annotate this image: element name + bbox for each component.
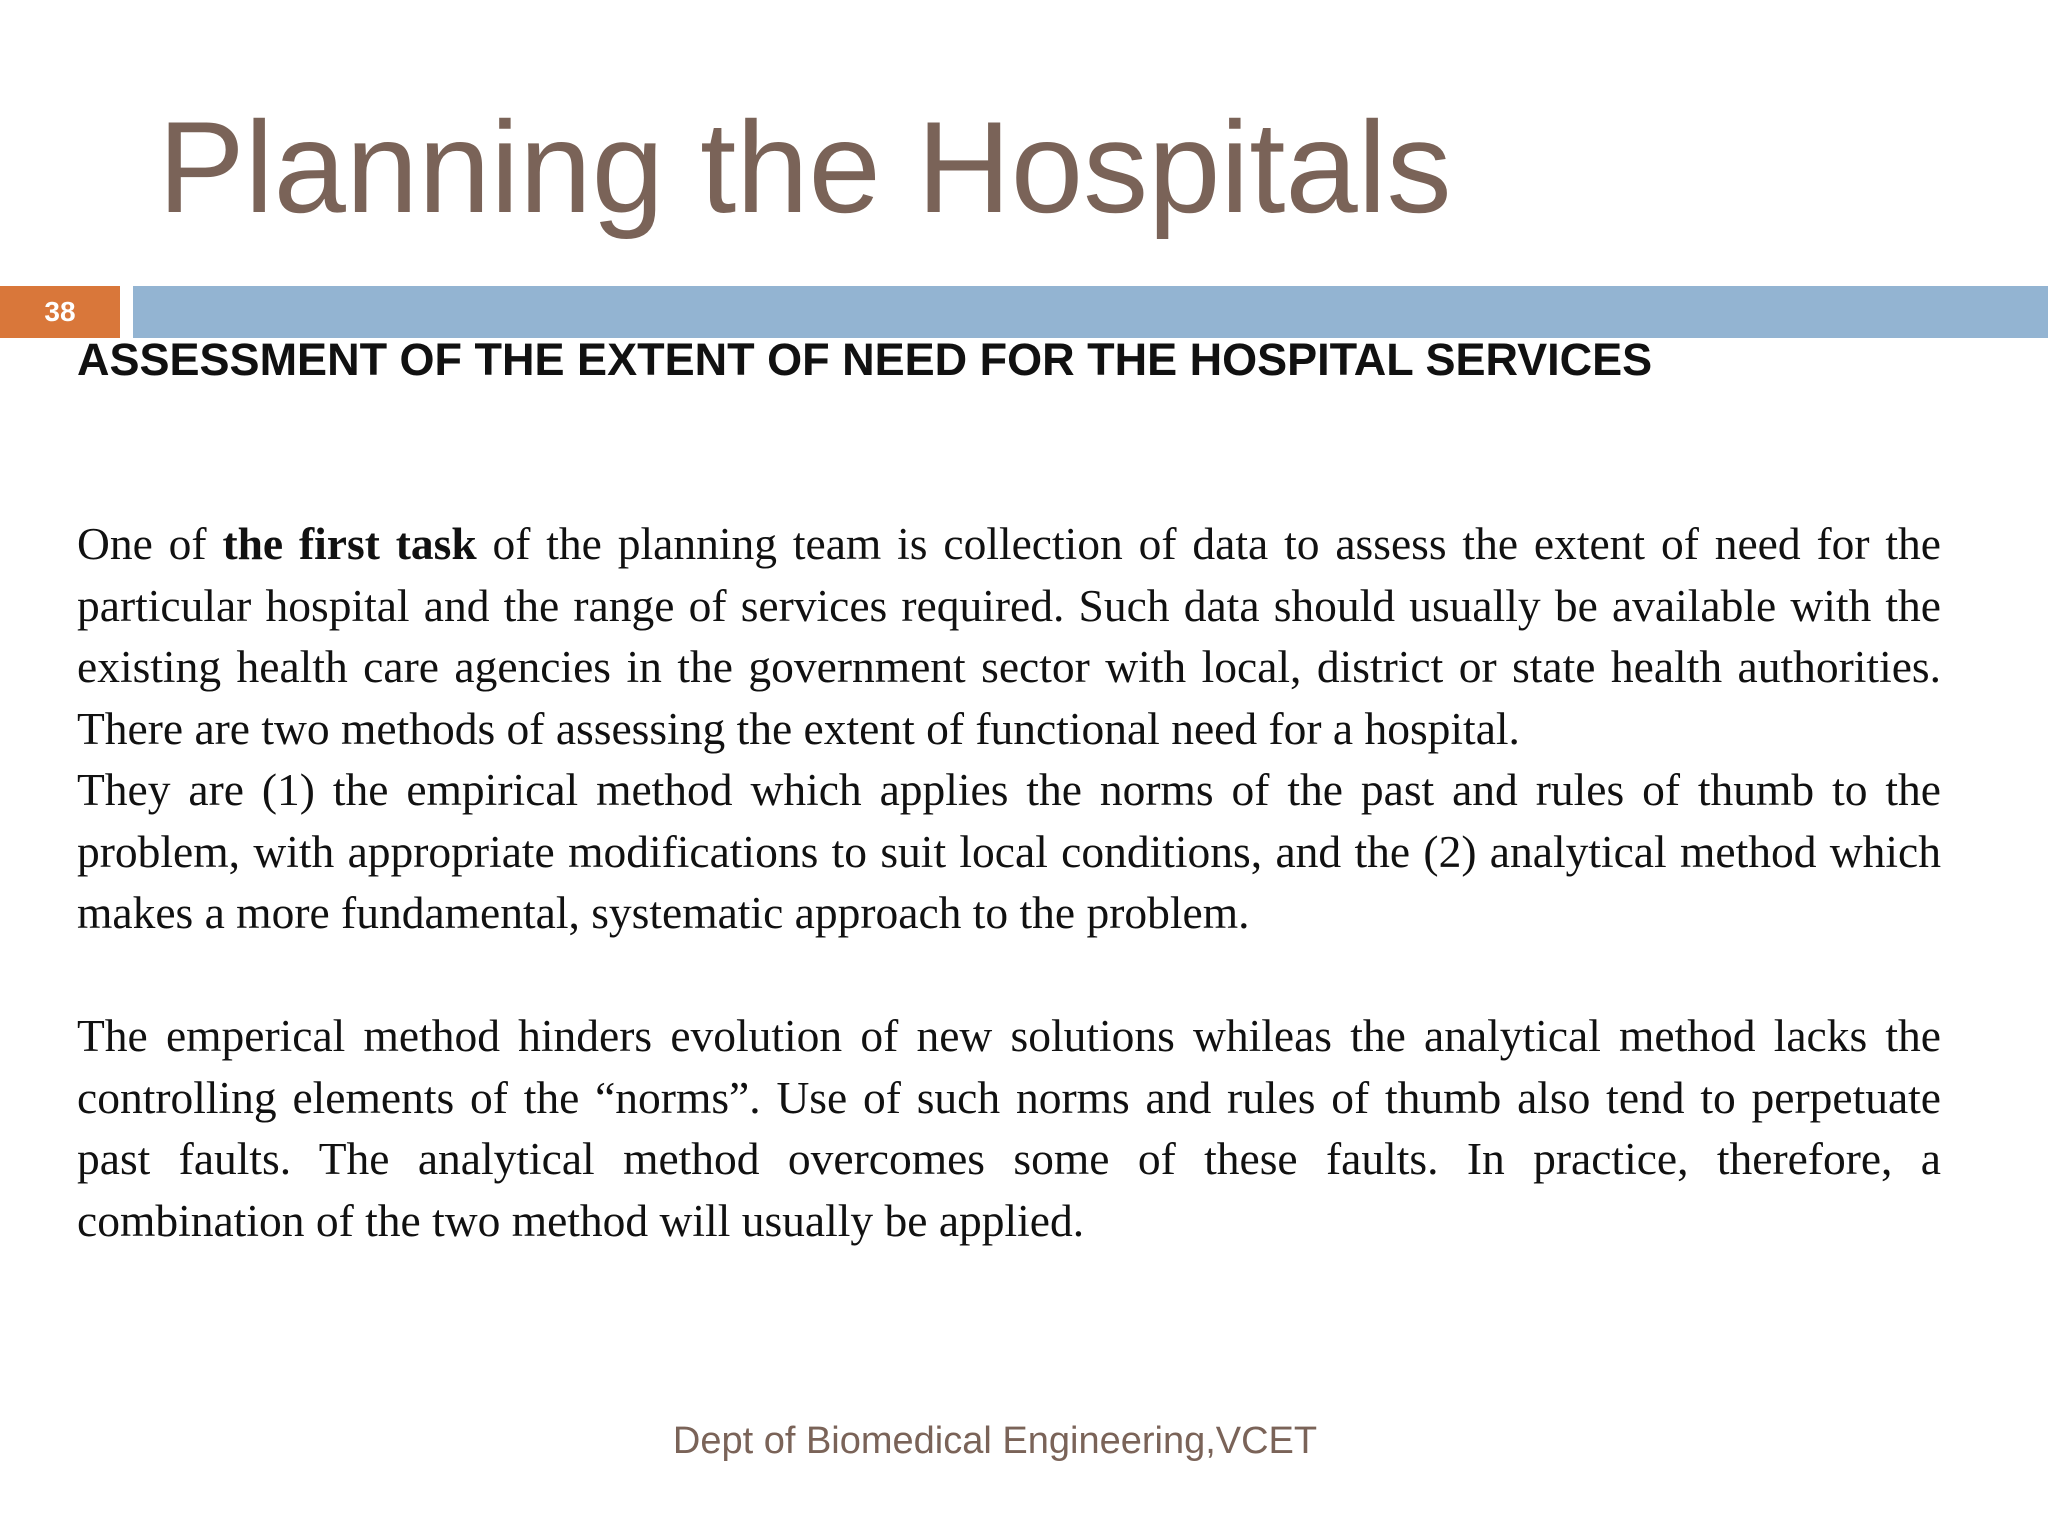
paragraph-intro-emphasis: the first task [222, 518, 477, 569]
slide-number-badge: 38 [0, 286, 120, 338]
paragraph-methods: They are (1) the empirical method which applies the norms of the past and rules of thumb to the problem, with appropriate modifications to suit local conditions, and the (2) analytical method which makes a more fundamental, systematic approach to the problem. [77, 764, 1941, 938]
paragraph-comparison: The emperical method hinders evolution of new solutions whileas the analytical method lacks the controlling elements of the “norms”. Use of such norms and rules of thumb also tend to perpetuate past faults. The analytical method overcomes some of these faults. In practice, therefore, a combination of the two method will usually be applied. [77, 1010, 1941, 1246]
body-text [77, 513, 1941, 1251]
paragraph-intro-lead: One of [77, 518, 223, 569]
paragraph-intro [77, 513, 1941, 759]
paragraph-intro-rest: of the planning team is collection of data to assess the extent of need for the particular hospital and the range of services required. Such data should usually be available with the existing health care agencies in the government sector with local, district or state health authorities. There are two methods of assessing the extent of functional need for a hospital. [77, 518, 1941, 754]
slide-footer: Dept of Biomedical Engineering,VCET [672, 1420, 1318, 1462]
section-heading: ASSESSMENT OF THE EXTENT OF NEED FOR THE HOSPITAL SERVICES [77, 334, 1653, 385]
slide-title: Planning the Hospitals [158, 94, 1452, 240]
